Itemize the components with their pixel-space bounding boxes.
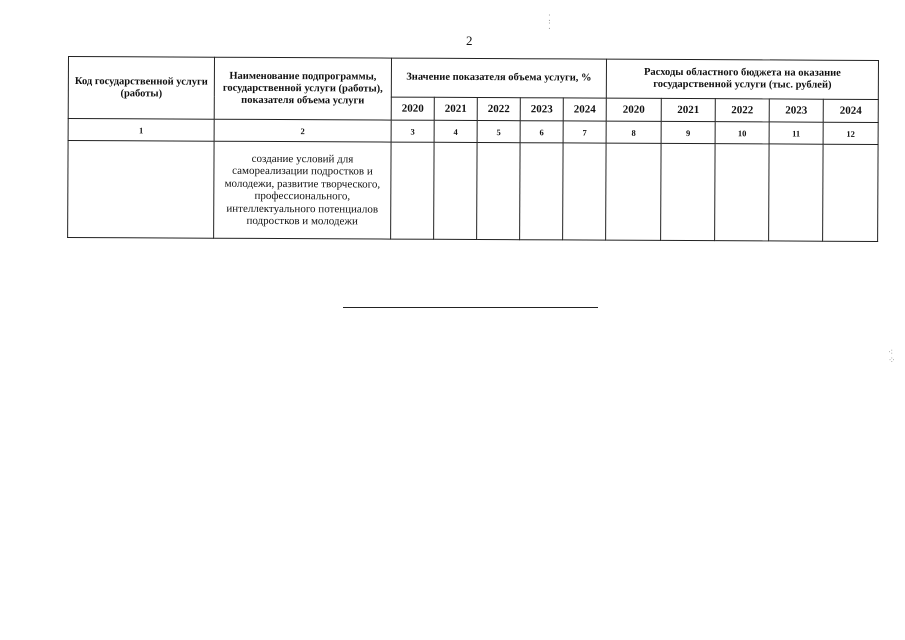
- column-number: 12: [823, 122, 878, 144]
- service-name-cell: создание условий для самореализации подростков и молодежи, развитие творческого, профессионального, интеллектуального потенциалов подростков и молодежи: [214, 141, 391, 239]
- expense-value-cell: [823, 144, 878, 241]
- column-number: 1: [68, 119, 214, 142]
- page-number: 2: [466, 33, 473, 48]
- indicator-value-cell: [477, 143, 520, 240]
- expense-value-cell: [769, 144, 823, 241]
- indicator-value-cell: [391, 142, 434, 239]
- closing-rule: [343, 307, 598, 308]
- scan-noise: ⁖ ⁘: [888, 347, 896, 365]
- indicator-value-cell: [563, 143, 606, 240]
- expense-value-cell: [606, 143, 661, 240]
- indicator-value-cell: [520, 143, 563, 240]
- column-number: 2: [214, 119, 391, 142]
- service-code-cell: [68, 141, 214, 239]
- expense-year: 2022: [715, 99, 769, 122]
- expense-year: 2024: [823, 99, 878, 122]
- column-number: 3: [391, 120, 434, 142]
- header-row-main: [68, 57, 878, 100]
- expense-year: 2021: [661, 98, 715, 121]
- column-number: 7: [563, 121, 606, 143]
- indicator-year: 2022: [477, 98, 520, 121]
- header-name: Наименование подпрограммы, государственной услуги (работы), показателя объема услуги: [214, 57, 391, 120]
- column-number: 4: [434, 120, 477, 142]
- column-number: 10: [715, 122, 769, 144]
- indicator-value-cell: [434, 142, 477, 239]
- header-indicator: Значение показателя объема услуги, %: [391, 58, 606, 98]
- column-number: 8: [606, 121, 661, 143]
- table-row: [68, 141, 878, 242]
- expense-year: 2020: [606, 98, 661, 121]
- indicator-year: 2020: [391, 97, 434, 120]
- indicator-year: 2023: [520, 98, 563, 121]
- column-number: 11: [769, 122, 823, 144]
- services-table: [67, 56, 879, 242]
- header-code: Код государственной услуги (работы): [68, 57, 214, 120]
- scan-noise: ⁚ ⁚: [548, 13, 551, 31]
- expense-year: 2023: [769, 99, 823, 122]
- indicator-year: 2024: [563, 98, 606, 121]
- indicator-year: 2021: [434, 97, 477, 120]
- expense-value-cell: [661, 143, 715, 240]
- expense-value-cell: [715, 144, 769, 241]
- column-number: 5: [477, 121, 520, 143]
- header-expenses: Расходы областного бюджета на оказание государственной услуги (тыс. рублей): [606, 59, 878, 99]
- column-number: 6: [520, 121, 563, 143]
- column-number: 9: [661, 121, 715, 143]
